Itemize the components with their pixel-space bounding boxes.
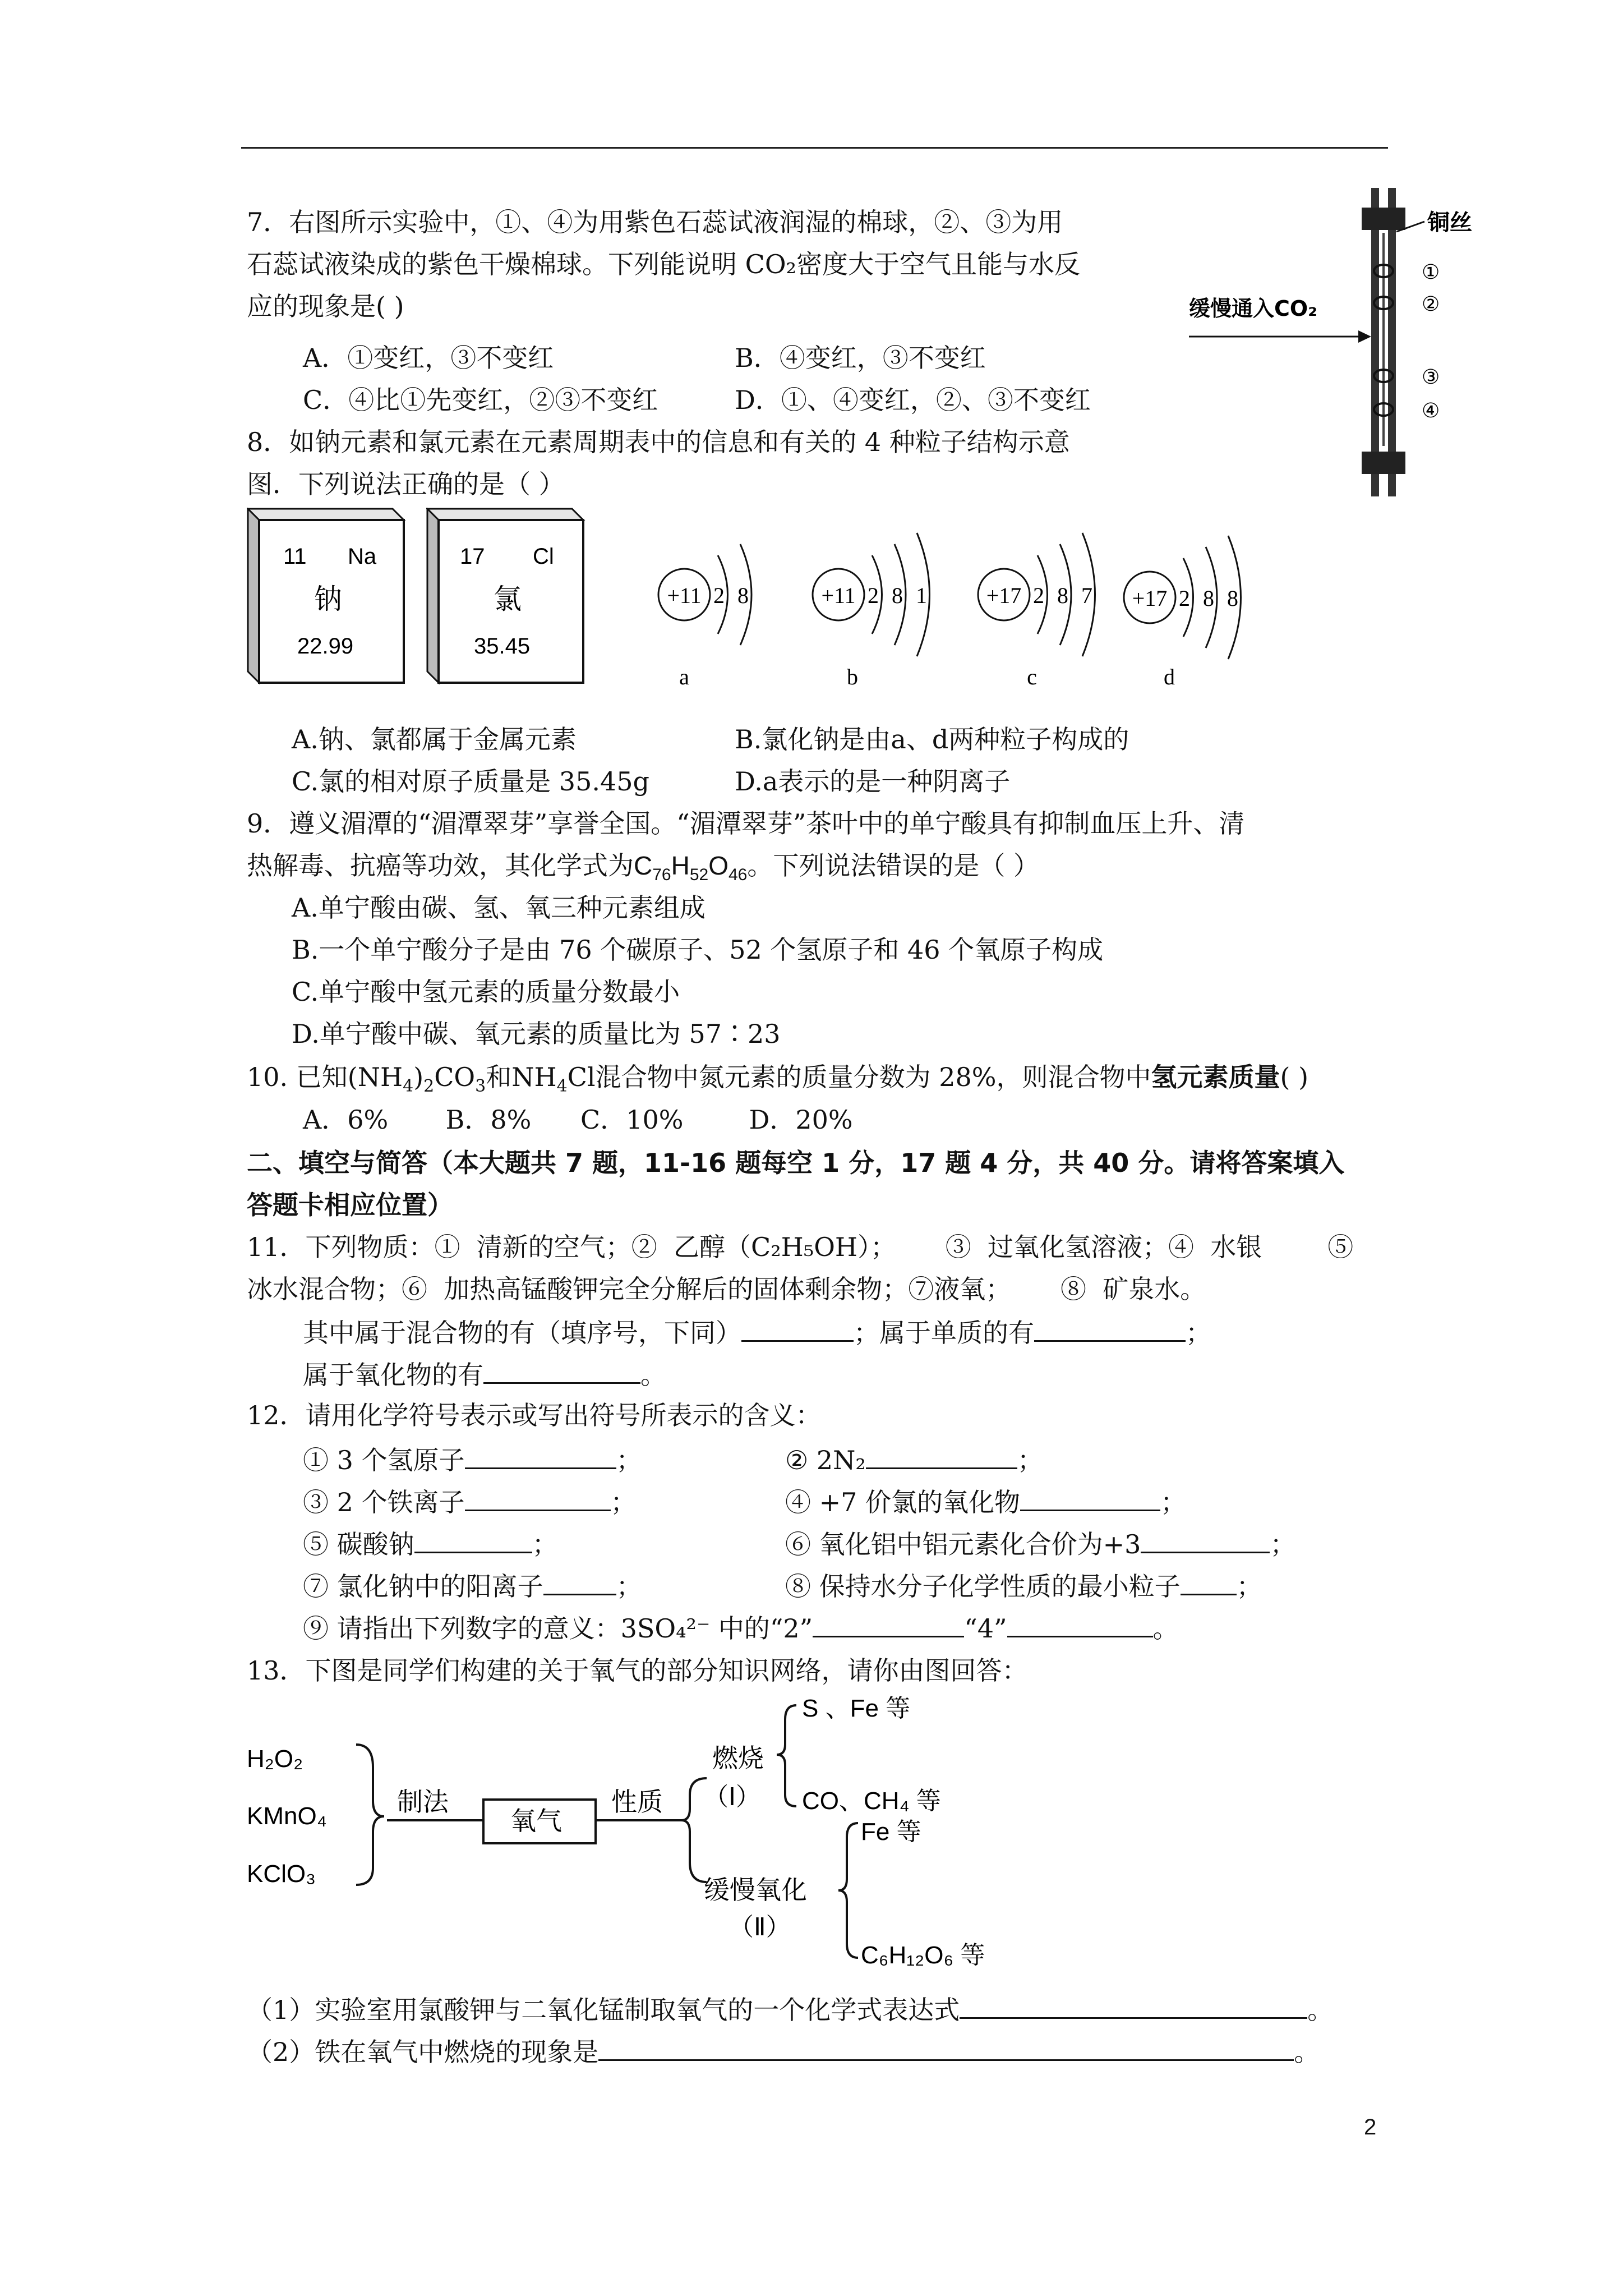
property-brace: [681, 1778, 707, 1882]
label-preparation: 制法: [397, 1787, 449, 1817]
q11-element-blank[interactable]: [1034, 1315, 1186, 1342]
atom-a-shell-1: 2: [713, 583, 725, 608]
glass-tube-left: [1371, 188, 1379, 496]
slow-oxidation-number: （Ⅱ）: [729, 1913, 791, 1941]
atom-b-shell-1: 2: [868, 583, 879, 608]
ball-label-3: ③: [1422, 366, 1440, 389]
atom-structure-diagrams: [645, 508, 1279, 698]
atom-b-nucleus: +11: [821, 583, 856, 608]
q7-option-c: C．④比①先变红，②③不变红: [303, 385, 658, 415]
source-kclo3: KClO₃: [247, 1860, 316, 1888]
atom-d-label: d: [1164, 664, 1175, 689]
q12-row1-left: ① 3 个氢原子 ；: [303, 1443, 642, 1476]
top-stopper: [1362, 208, 1405, 230]
q7-line1: 7．右图所示实验中，①、④为用紫色石蕊试液润湿的棉球，②、③为用: [247, 207, 1063, 237]
ball-label-2: ②: [1422, 293, 1440, 316]
element-tile-na: [247, 508, 415, 687]
atom-b-shell-2: 8: [892, 583, 903, 608]
slow-oxidation-brace: [838, 1823, 858, 1958]
q12-blank-1[interactable]: [465, 1443, 616, 1469]
atom-b: [813, 533, 930, 689]
tile-cl-number: 17: [460, 544, 485, 569]
atom-c-shell-1: 2: [1033, 583, 1044, 608]
atom-c-nucleus: +17: [986, 583, 1022, 608]
q7-option-b: B．④变红，③不变红: [735, 343, 986, 373]
burning-item-s-fe: S 、Fe 等: [802, 1695, 911, 1722]
q7-option-a: A．①变红，③不变红: [303, 343, 554, 373]
q7-option-d: D．①、④变红，②、③不变红: [735, 385, 1091, 415]
q12-blank-6[interactable]: [1141, 1527, 1270, 1553]
ball-label-4: ④: [1422, 399, 1440, 422]
tile-cl-name: 氯: [494, 583, 522, 615]
atom-a-nucleus: +11: [667, 583, 702, 608]
q12-blank-10[interactable]: [1007, 1611, 1153, 1637]
source-kmno4: KMnO₄: [247, 1802, 327, 1830]
q12-row5: ⑨ 请指出下列数字的意义：3SO₄²⁻ 中的“2” “4” 。: [303, 1611, 1179, 1644]
q9-option-c: C.单宁酸中氢元素的质量分数最小: [292, 977, 680, 1007]
q9-option-b: B.一个单宁酸分子是由 76 个碳原子、52 个氢原子和 46 个氧原子构成: [292, 935, 1104, 965]
atom-c-shell-3: 7: [1081, 583, 1092, 608]
q9-option-d: D.单宁酸中碳、氧元素的质量比为 57∶23: [292, 1019, 781, 1049]
burning-number: （Ⅰ）: [704, 1783, 760, 1811]
atom-d-shell-2: 8: [1203, 586, 1214, 611]
atom-d-shell-3: 8: [1227, 586, 1238, 611]
q12-row3-left: ⑤ 碳酸钠 ；: [303, 1527, 558, 1560]
q8-option-a: A.钠、氯都属于金属元素: [292, 724, 577, 754]
q12-row3-right: ⑥ 氧化铝中铝元素化合价为+3 ；: [785, 1527, 1295, 1560]
page-number: 2: [1364, 2115, 1377, 2139]
atom-b-shell-3: 1: [916, 583, 927, 608]
q11-line3: 其中属于混合物的有（填序号，下同） ；属于单质的有 ；: [303, 1315, 1211, 1349]
q8-line2: 图．下列说法正确的是（ ）: [247, 469, 565, 499]
label-property: 性质: [611, 1787, 663, 1817]
atom-d-shell-1: 2: [1179, 586, 1190, 611]
tile-cl-mass: 35.45: [474, 634, 531, 659]
q9-line2: [247, 850, 1039, 891]
q12-blank-9[interactable]: [813, 1611, 964, 1637]
tile-na-mass: 22.99: [297, 634, 354, 659]
atom-d: [1124, 536, 1241, 689]
q12-blank-7[interactable]: [543, 1569, 616, 1595]
q9-line1: 9．遵义湄潭的“湄潭翠芽”享誉全国。“湄潭翠芽”茶叶中的单宁酸具有抑制血压上升、清: [247, 808, 1245, 839]
q12-row2-right: ④ +7 价氯的氧化物 ；: [785, 1485, 1186, 1518]
atom-a-label: a: [679, 664, 689, 689]
ball-label-1: ①: [1422, 261, 1440, 284]
atom-a: [658, 544, 751, 689]
q12-blank-5[interactable]: [414, 1527, 532, 1553]
atom-c-shell-2: 8: [1057, 583, 1068, 608]
q13-line0: 13．下图是同学们构建的关于氧气的部分知识网络，请你由图回答：: [247, 1655, 1028, 1686]
atom-d-nucleus: +17: [1132, 586, 1168, 611]
q12-row2-left: ③ 2 个铁离子 ；: [303, 1485, 637, 1518]
q12-row4-right: ⑧ 保持水分子化学性质的最小粒子 ；: [785, 1569, 1262, 1602]
q10-bold-term: 氢元素质量: [1151, 1062, 1280, 1092]
q9-line2-text: 热解毒、抗癌等功效，其化学式为: [247, 850, 634, 881]
header-rule: [241, 147, 1388, 149]
q11-line2: 冰水混合物；⑥ 加热高锰酸钾完全分解后的固体剩余物；⑦液氧； ⑧ 矿泉水。: [247, 1274, 1206, 1304]
q12-blank-8[interactable]: [1181, 1569, 1237, 1595]
burning-brace: [777, 1705, 796, 1806]
gas-inlet-label: 缓慢通入CO₂: [1189, 296, 1317, 321]
q13-sub2-blank[interactable]: [598, 2035, 1294, 2061]
q9-formula: $C_{76}H_{52}O_{46}$: [634, 851, 748, 885]
element-tile-cl: [426, 508, 594, 687]
tile-na-name: 钠: [314, 583, 342, 615]
burning-item-co-ch4: CO、CH₄ 等: [802, 1787, 941, 1815]
q8-line1: 8．如钠元素和氯元素在元素周期表中的信息和有关的 4 种粒子结构示意: [247, 427, 1070, 457]
center-oxygen: 氧气: [510, 1806, 562, 1836]
q7-line3: 应的现象是( ): [247, 291, 404, 321]
source-h2o2: H₂O₂: [247, 1745, 303, 1773]
q7-line2: 石蕊试液染成的紫色干燥棉球。下列能说明 CO₂密度大于空气且能与水反: [247, 249, 1080, 279]
q11-line4: 属于氧化物的有 。: [303, 1358, 666, 1391]
wire-label: 铜丝: [1427, 210, 1472, 236]
section2-heading-line2: 答题卡相应位置）: [247, 1190, 453, 1220]
q11-mixture-blank[interactable]: [741, 1315, 854, 1342]
q12-line0: 12．请用化学符号表示或写出符号所表示的含义：: [247, 1400, 822, 1430]
q13-sub2: （2）铁在氧气中燃烧的现象是 。: [247, 2035, 1320, 2068]
atom-c: [978, 533, 1095, 689]
co2-apparatus-figure: [1178, 182, 1492, 508]
q13-sub1-blank[interactable]: [960, 1993, 1307, 2019]
bottom-stopper: [1362, 452, 1405, 474]
q12-blank-2[interactable]: [866, 1443, 1017, 1469]
atom-c-label: c: [1027, 664, 1037, 689]
tile-na-symbol: Na: [348, 544, 377, 569]
q11-oxide-blank[interactable]: [483, 1358, 640, 1384]
atom-b-label: b: [847, 664, 858, 689]
tile-cl-symbol: Cl: [533, 544, 554, 569]
source-brace: [356, 1745, 384, 1885]
atom-a-shell-2: 8: [737, 583, 749, 608]
q10-line1: 10. 已知$(NH_4)_2CO_3$和$NH_4Cl$混合物中氮元素的质量分数为 28%，则混合物中氢元素质量( ): [247, 1062, 1309, 1097]
slow-item-glucose: C₆H₁₂O₆ 等: [861, 1941, 985, 1969]
glass-tube-right: [1388, 188, 1396, 496]
q8-option-b: B.氯化钠是由a、d两种粒子构成的: [735, 724, 1129, 754]
q13-sub1: （1）实验室用氯酸钾与二氧化锰制取氧气的一个化学式表达式 。: [247, 1993, 1333, 2026]
q12-blank-3[interactable]: [465, 1485, 611, 1511]
slow-item-fe: Fe 等: [861, 1818, 921, 1846]
section2-heading-line1: 二、填空与简答（本大题共 7 题，11-16 题每空 1 分，17 题 4 分，共 40 分。请将答案填入: [247, 1148, 1345, 1178]
q12-row4-left: ⑦ 氯化钠中的阳离子 ；: [303, 1569, 642, 1602]
q10-options: A．6% B．8% C．10% D．20%: [303, 1105, 853, 1135]
oxygen-knowledge-network: [247, 1688, 1032, 1980]
q9-option-a: A.单宁酸由碳、氢、氧三种元素组成: [292, 892, 706, 923]
q8-option-d: D.a表示的是一种阴离子: [735, 766, 1011, 797]
q12-row1-right: ② 2N₂ ；: [785, 1443, 1043, 1476]
q9-line2-tail: 。下列说法错误的是（ ）: [747, 850, 1039, 881]
gas-arrow-head: [1358, 330, 1371, 343]
tile-na-number: 11: [283, 544, 307, 569]
q8-option-c: C.氯的相对原子质量是 35.45g: [292, 766, 649, 797]
slow-oxidation-label: 缓慢氧化: [704, 1875, 807, 1905]
q11-line1: 11．下列物质：① 清新的空气；② 乙醇（C₂H₅OH）； ③ 过氧化氢溶液；④ 水银 ⑤: [247, 1232, 1354, 1262]
q12-blank-4[interactable]: [1020, 1485, 1160, 1511]
burning-label: 燃烧: [712, 1743, 764, 1773]
